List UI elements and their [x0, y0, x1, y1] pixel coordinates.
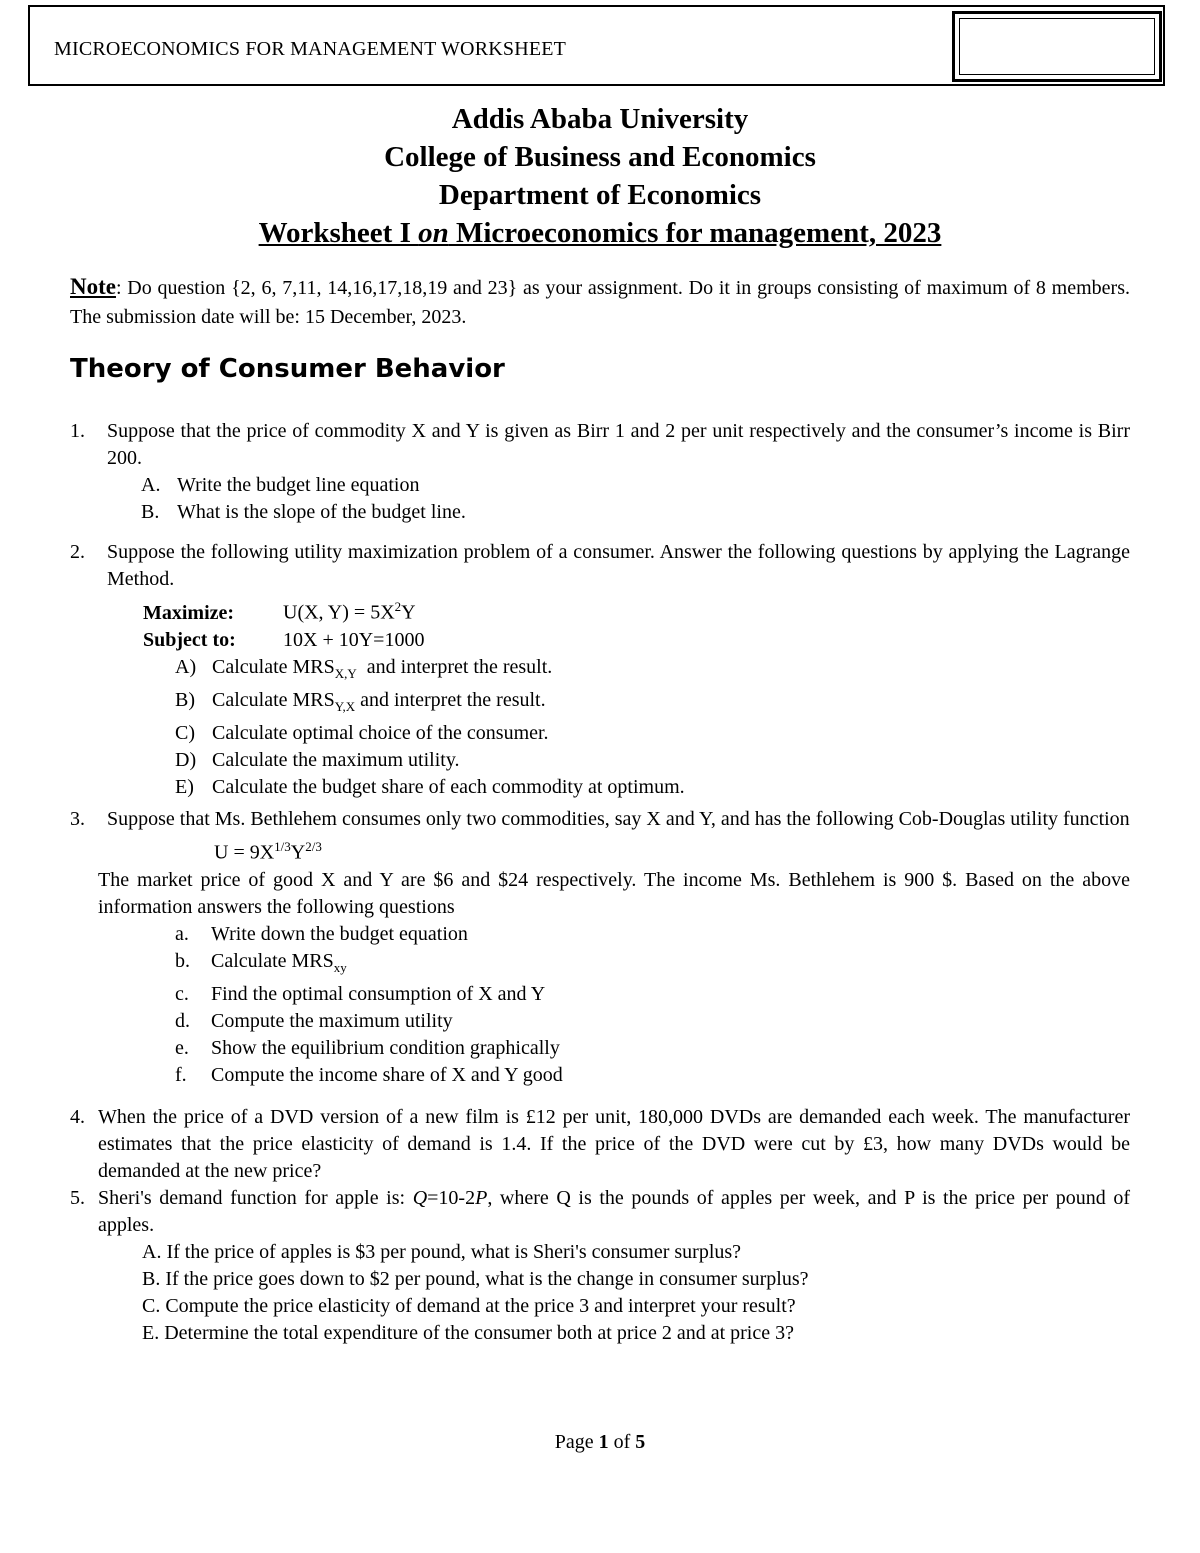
sub-text: Calculate the budget share of each commodity at optimum. — [212, 775, 685, 798]
constraint-eq: 10X + 10Y=1000 — [283, 628, 425, 651]
sub-question — [175, 687, 1130, 720]
worksheet-title-part2: Microeconomics for management, 2023 — [448, 217, 942, 249]
sub-label: E) — [175, 775, 194, 798]
question-text — [98, 1185, 1130, 1239]
sub-label: A) — [175, 655, 197, 678]
sub-label: d. — [175, 1009, 190, 1032]
sub-question — [141, 472, 1130, 499]
question-5 — [70, 1185, 1130, 1347]
page-label: Page — [554, 1431, 599, 1453]
q5-text: , where Q is the pounds of apples per week, and P is the price per pound of apples. — [98, 1187, 1131, 1236]
page-number: 1 — [598, 1431, 609, 1453]
college-name: College of Business and Economics — [384, 141, 816, 173]
sub-label: D) — [175, 748, 197, 771]
objective-function — [143, 593, 1130, 627]
subscript: xy — [333, 959, 347, 975]
sub-question: C. Compute the price elasticity of demand at the price 3 and interpret your result? — [142, 1295, 796, 1317]
sub-question — [175, 981, 1130, 1008]
objective-tail: Y — [401, 601, 416, 624]
page-footer — [0, 1431, 1200, 1454]
question-number: 4. — [70, 1106, 85, 1128]
worksheet-title-part1: Worksheet I — [258, 217, 419, 249]
sub-text: Calculate MRS — [212, 655, 335, 678]
page-of-label: of — [608, 1431, 636, 1453]
university-name: Addis Ababa University — [451, 103, 749, 135]
sub-text: Calculate optimal choice of the consumer. — [212, 721, 549, 744]
sub-label: c. — [175, 982, 189, 1005]
question-number: 2. — [70, 541, 85, 563]
sub-text: Calculate MRS — [211, 949, 334, 972]
department-name: Department of Economics — [438, 179, 762, 211]
sub-question — [175, 1062, 1130, 1089]
q5-eq-q: Q — [412, 1187, 428, 1209]
sub-question — [175, 720, 1130, 747]
worksheet-title — [0, 214, 1200, 252]
header-title: MICROECONOMICS FOR MANAGEMENT WORKSHEET — [54, 38, 567, 60]
sub-question — [141, 499, 1130, 526]
sub-text: Compute the income share of X and Y good — [211, 1063, 563, 1086]
sub-label: f. — [175, 1063, 187, 1086]
sub-text: Find the optimal consumption of X and Y — [211, 982, 546, 1005]
sub-text: Show the equilibrium condition graphically — [211, 1036, 560, 1059]
header-corner-box — [952, 11, 1162, 82]
header-corner-inner — [959, 18, 1155, 75]
q5-eq-p: P — [475, 1187, 488, 1209]
sub-text: Calculate the maximum utility. — [212, 748, 460, 771]
sub-question — [175, 948, 1130, 981]
sub-question: E. Determine the total expenditure of the consumer both at price 2 and at price 3? — [142, 1322, 794, 1344]
constraint — [143, 627, 1130, 654]
sub-question — [175, 774, 1130, 801]
subscript: Y,X — [334, 698, 356, 714]
question-1 — [70, 418, 1130, 526]
sub-question — [175, 1035, 1130, 1062]
subscript: X,Y — [334, 665, 357, 681]
sub-question: A. If the price of apples is $3 per pound, what is Sheri's consumer surplus? — [142, 1241, 742, 1263]
objective-eq: U(X, Y) = 5X — [283, 601, 395, 624]
page-total: 5 — [635, 1431, 646, 1453]
note-text: : Do question {2, 6, 7,11, 14,16,17,18,19 and 23} as your assignment. Do it in groups consisting of maximum of 8 members. The submission date will be: 15 December, 2023. — [70, 277, 1130, 328]
sub-text: Write the budget line equation — [177, 474, 420, 496]
question-text: Suppose that the price of commodity X and Y is given as Birr 1 and 2 per unit respectively and the consumer’s income is Birr 200. — [107, 420, 1130, 469]
sub-label: C) — [175, 721, 195, 744]
sub-label: A. — [141, 474, 161, 496]
question-number: 1. — [70, 420, 85, 442]
sub-text: and interpret the result. — [356, 655, 553, 678]
sub-text: and interpret the result. — [355, 688, 546, 711]
institution-heading — [0, 100, 1200, 252]
subject-to-label: Subject to: — [143, 628, 236, 651]
sub-label: B) — [175, 688, 195, 711]
question-text: Suppose that Ms. Bethlehem consumes only two commodities, say X and Y, and has the following Cob-Douglas utility function — [107, 808, 1130, 830]
sub-label: b. — [175, 949, 190, 972]
question-paragraph: The market price of good X and Y are $6 and $24 respectively. The income Ms. Bethlehem is 900 $. Based on the above information answers the following questions — [98, 868, 1130, 918]
utility-sup: 1/3 — [274, 839, 291, 854]
maximize-label: Maximize: — [143, 601, 235, 624]
question-text: Suppose the following utility maximization problem of a consumer. Answer the following questions by applying the Lagrange Method. — [107, 541, 1130, 590]
q5-text: Sheri's demand function for apple is: — [98, 1187, 413, 1209]
question-text: When the price of a DVD version of a new film is £12 per unit, 180,000 DVDs are demanded each week. The manufacturer estimates that the price elasticity of demand is 1.4. If the price of the DVD were cut by £3, how many DVDs would be demanded at the new price? — [98, 1106, 1130, 1182]
sub-text: Compute the maximum utility — [211, 1009, 453, 1032]
sub-text: Calculate MRS — [212, 688, 335, 711]
note-label: Note — [70, 274, 116, 299]
question-4 — [70, 1104, 1130, 1185]
sub-label: e. — [175, 1036, 189, 1059]
q5-eq: =10-2 — [427, 1187, 476, 1209]
question-2 — [70, 539, 1130, 801]
question-number: 5. — [70, 1187, 85, 1209]
utility-eq: U = 9X — [214, 841, 275, 864]
assignment-note — [70, 272, 1130, 332]
worksheet-title-on: on — [418, 217, 449, 249]
objective-sup: 2 — [394, 599, 402, 614]
sub-label: a. — [175, 922, 189, 945]
sub-question — [175, 921, 1130, 948]
header-box — [28, 5, 1165, 86]
sub-question: B. If the price goes down to $2 per pound, what is the change in consumer surplus? — [142, 1268, 809, 1290]
sub-question — [175, 747, 1130, 774]
sub-label: B. — [141, 501, 160, 523]
sub-question — [175, 1008, 1130, 1035]
question-number: 3. — [70, 808, 85, 830]
sub-text: Write down the budget equation — [211, 922, 468, 945]
utility-sup: 2/3 — [305, 839, 322, 854]
question-3 — [70, 806, 1130, 1089]
sub-question — [175, 654, 1130, 687]
section-title: Theory of Consumer Behavior — [70, 354, 505, 384]
sub-text: What is the slope of the budget line. — [177, 501, 466, 523]
utility-eq: Y — [290, 841, 306, 864]
utility-function — [214, 833, 1130, 867]
